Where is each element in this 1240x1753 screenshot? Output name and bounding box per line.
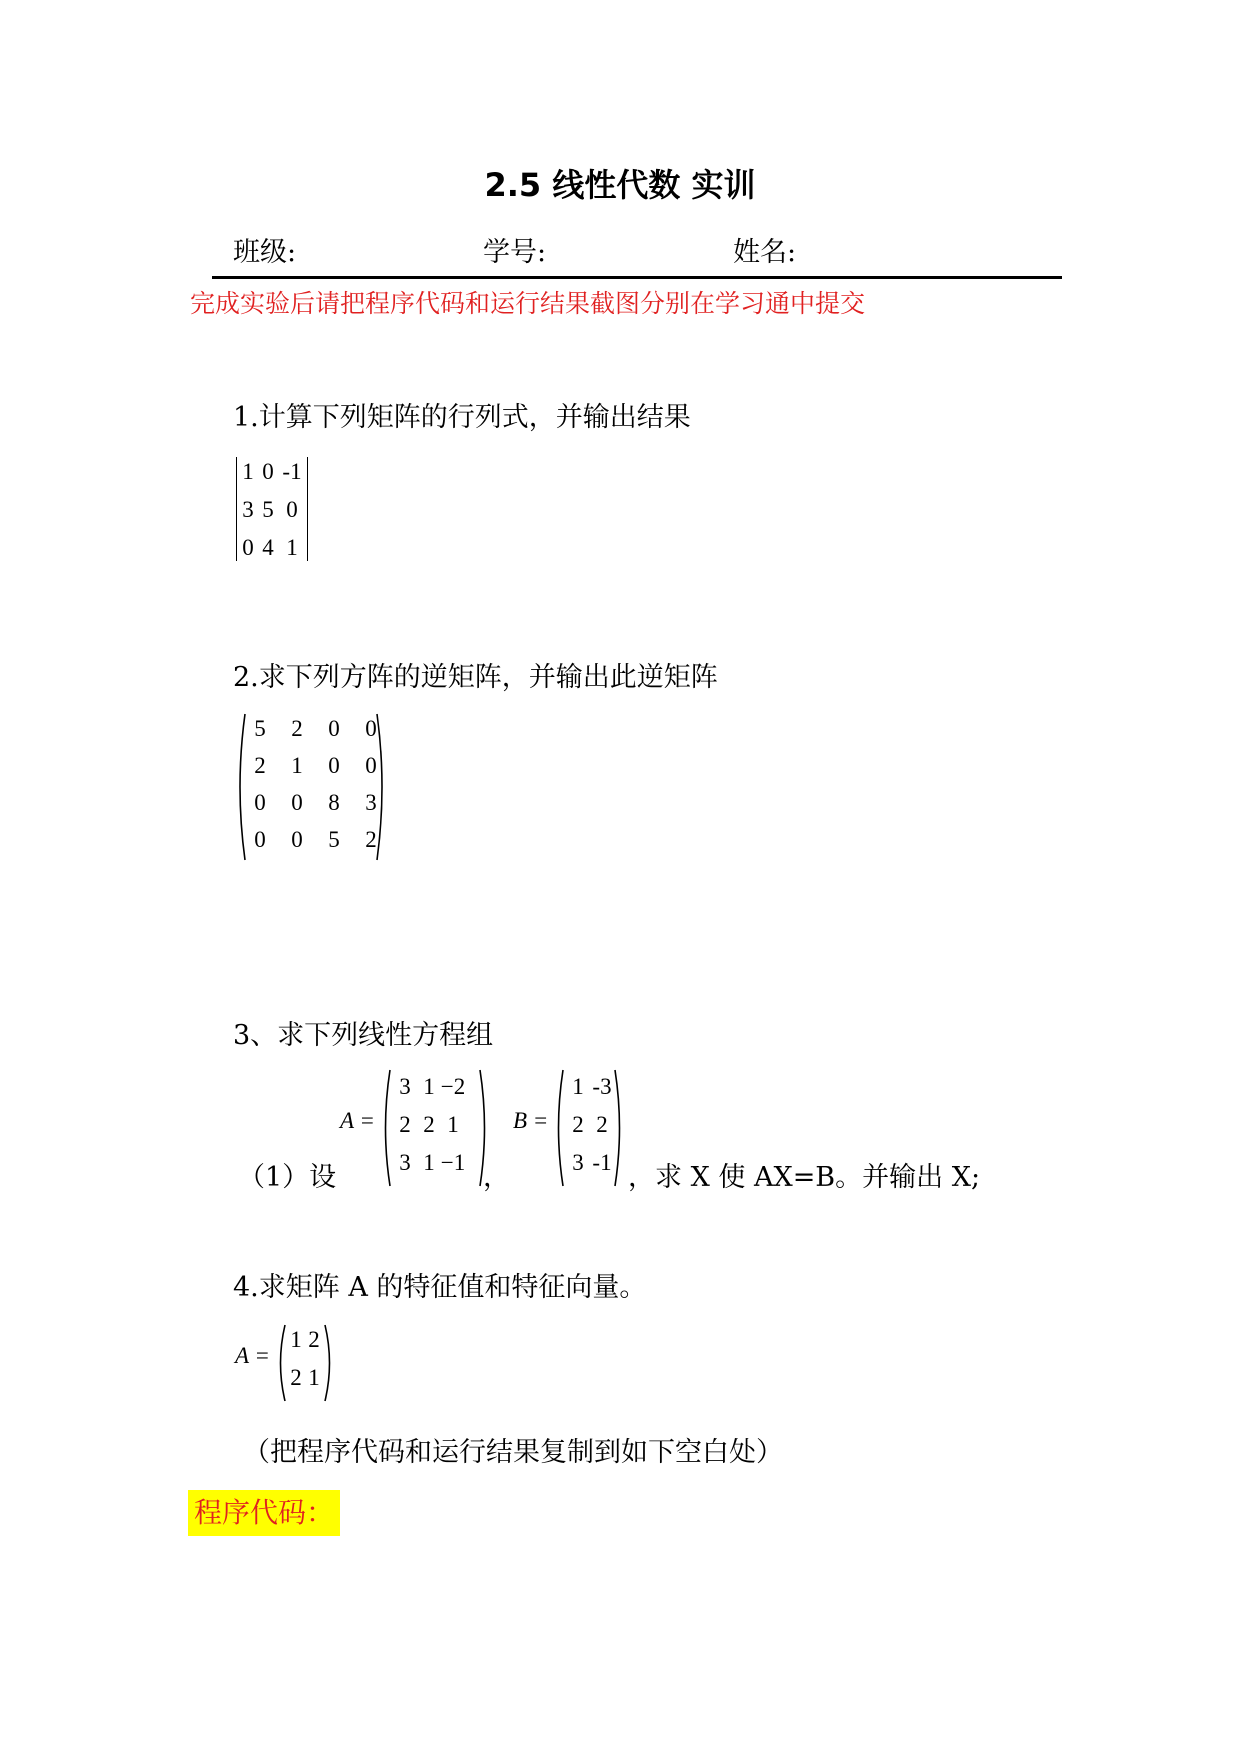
class-label: 班级:	[233, 237, 297, 268]
matrix-cell: 1	[572, 1074, 584, 1099]
right-parenthesis	[323, 1323, 335, 1403]
matrix-A-label: A =	[340, 1108, 375, 1133]
matrix-cell: 3	[365, 790, 377, 815]
matrix-cell: 4	[262, 535, 274, 560]
header-divider	[212, 276, 1062, 279]
matrix-cell: 1	[308, 1365, 320, 1390]
matrix-cell: -1	[282, 459, 302, 484]
matrix-cell: 0	[254, 790, 266, 815]
matrix-B	[553, 1068, 625, 1188]
student-id-label: 学号:	[483, 237, 547, 268]
question-2-text: 2.求下列方阵的逆矩阵，并输出此逆矩阵	[233, 662, 718, 693]
name-label: 姓名:	[733, 237, 797, 268]
submission-notice: 完成实验后请把程序代码和运行结果截图分别在学习通中提交	[190, 289, 866, 318]
matrix-cell: 3	[242, 497, 254, 522]
matrix-cell: 2	[365, 827, 377, 852]
matrix-cell: 2	[423, 1112, 435, 1137]
matrix-cell: 5	[262, 497, 274, 522]
matrix-cell: 2	[290, 1365, 302, 1390]
comma: ，	[483, 1162, 510, 1193]
left-parenthesis	[275, 1323, 287, 1403]
question-4-text: 4.求矩阵 A 的特征值和特征向量。	[233, 1272, 647, 1303]
matrix-cell: 0	[286, 497, 298, 522]
matrix-cell: 0	[365, 716, 377, 741]
matrix-cell: 0	[242, 535, 254, 560]
matrix-cell: 2	[254, 753, 266, 778]
matrix-cell: 3	[399, 1150, 411, 1175]
matrix-cell: 0	[291, 827, 303, 852]
matrix-cell: 2	[596, 1112, 608, 1137]
matrix-cell: 2	[399, 1112, 411, 1137]
matrix-cell: 1	[286, 535, 298, 560]
matrix-cell: −1	[440, 1150, 466, 1175]
matrix-cell: 3	[399, 1074, 411, 1099]
matrix-cell: 1	[423, 1074, 435, 1099]
matrix-cell: 1	[242, 459, 254, 484]
matrix-A	[380, 1068, 490, 1188]
matrix-cell: -1	[592, 1150, 612, 1175]
matrix-cell: −2	[440, 1074, 466, 1099]
matrix-cell: 0	[328, 716, 340, 741]
eigen-matrix	[275, 1323, 335, 1403]
determinant-left-bar	[236, 457, 237, 561]
matrix-cell: 2	[291, 716, 303, 741]
page-title: 2.5 线性代数 实训	[484, 166, 756, 204]
matrix-A-label: A =	[235, 1343, 270, 1368]
matrix-B-label: B =	[513, 1108, 549, 1133]
matrix-cell: 0	[254, 827, 266, 852]
matrix-cell: 2	[308, 1327, 320, 1352]
question-3-part-1-prefix: （1）设	[238, 1162, 337, 1193]
matrix-cell: -3	[592, 1074, 612, 1099]
matrix-cell: 2	[572, 1112, 584, 1137]
matrix-cell: 0	[291, 790, 303, 815]
question-3-text: 3、求下列线性方程组	[233, 1020, 494, 1051]
matrix-cell: 1	[290, 1327, 302, 1352]
determinant-right-bar	[307, 457, 308, 561]
left-parenthesis	[380, 1068, 392, 1188]
left-parenthesis	[553, 1068, 565, 1188]
matrix-cell: 0	[365, 753, 377, 778]
matrix-cell: 5	[328, 827, 340, 852]
matrix-cell: 1	[447, 1112, 459, 1137]
matrix-cell: 0	[262, 459, 274, 484]
matrix-cell: 0	[328, 753, 340, 778]
question-3-part-1-suffix: ，求 X 使 AX=B。并输出 X;	[628, 1162, 981, 1193]
question-1-text: 1.计算下列矩阵的行列式，并输出结果	[233, 402, 691, 433]
matrix-cell: 8	[328, 790, 340, 815]
matrix-cell: 3	[572, 1150, 584, 1175]
determinant-matrix	[236, 455, 308, 563]
matrix-cell: 1	[423, 1150, 435, 1175]
program-code-label: 程序代码：	[188, 1490, 340, 1536]
matrix-cell: 5	[254, 716, 266, 741]
matrix-cell: 1	[291, 753, 303, 778]
copy-instruction: （把程序代码和运行结果复制到如下空白处）	[243, 1437, 783, 1468]
inverse-matrix	[233, 712, 389, 862]
